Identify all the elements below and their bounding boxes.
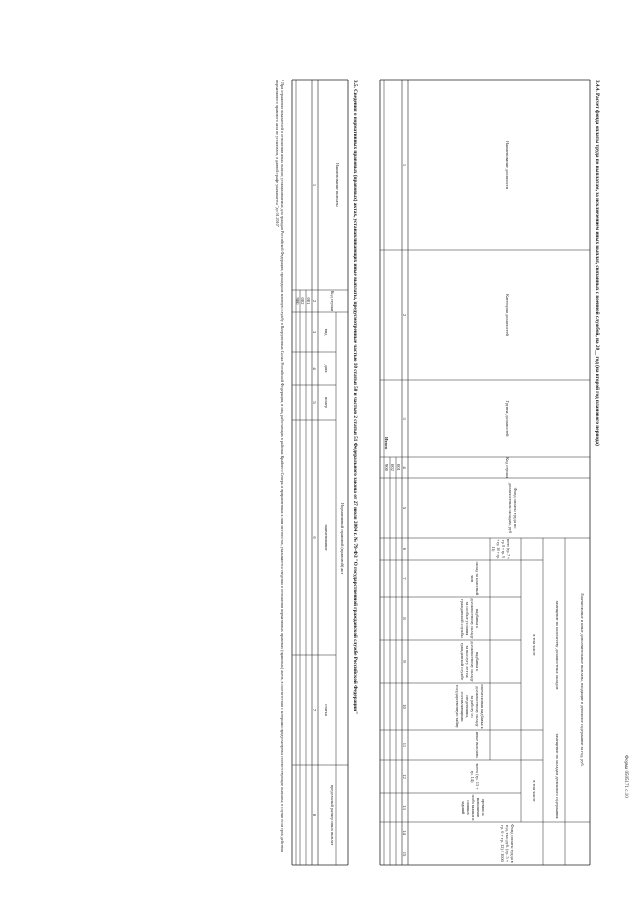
col-number-35: 8: [312, 813, 317, 817]
header-max-amount: предельный размер иных выплат: [330, 784, 335, 846]
header-including-posts: замещение по окладам денежного содержания: [555, 733, 560, 819]
col-number-35: 7: [312, 708, 317, 712]
col-number: 9: [402, 660, 407, 663]
header-position-name: Наименование должности: [505, 141, 510, 189]
col-number-35: 2: [312, 299, 317, 303]
col-number: 1: [402, 163, 407, 167]
section-35-title: 3.5. Сведения о нормативных правовых (правовых) актах, устанавливающих иные выплаты, предусмотренные частью 10 статьи 50 и частью 2 статьи 51 Федерального закона от 27 июля 2004 г. № 79-ФЗ "О государственной гражданской службе Российской Федерации": [352, 80, 358, 715]
col-number: 14: [402, 830, 407, 835]
col-number: 7: [402, 577, 407, 580]
header-naming: наименование: [324, 524, 329, 551]
header-position-group: Группа должностей: [505, 400, 510, 437]
col-number-35: 5: [312, 401, 317, 404]
col-number-35: 4: [312, 367, 317, 370]
line-code-900: 900: [384, 464, 389, 471]
header-secret-premium: ежемесячная надбавка к должностному окладу за работу со сведениями, составляющими государственную тайну: [455, 684, 485, 729]
total-label: Итого: [384, 437, 389, 450]
header-line-code: Код строки: [505, 457, 510, 478]
section-344-title: 3.4.4. Расчет фонда оплаты труда по выплатам, за исключением иных выплат, связанных с военной службой, на 20__ год (на второй год планового периода): [594, 80, 600, 446]
header-date: дата: [324, 364, 329, 373]
line-code-35-002: 002: [300, 297, 305, 305]
line-code-35-001: 001: [306, 297, 311, 305]
col-number: 11: [402, 742, 407, 748]
header-position-category: Категория должностей: [505, 294, 510, 336]
header-in-that-number: в том числе: [532, 634, 537, 656]
header-payment-name: Наименование выплаты: [335, 163, 340, 207]
header-number: номер: [324, 396, 329, 409]
header-kind: вид: [324, 328, 329, 336]
col-number: 13: [402, 805, 407, 810]
form-code: Форма 0505171 с.10: [623, 755, 628, 798]
col-number: 12: [402, 774, 407, 779]
col-number-35: 6: [312, 536, 317, 539]
header-fund-by-salary: Фонд оплаты труда по должностным окладам, руб: [508, 482, 518, 534]
col-number-35: 1: [312, 183, 317, 187]
header-excluding-posts: замещение по количеству должностных окладов: [555, 600, 560, 690]
header-class-rank-salary: оклад за классный чин: [470, 561, 480, 596]
header-total-2: всего (гр. 13 + гр. 14): [470, 763, 480, 790]
col-number: 4: [402, 466, 407, 469]
header-line-code-35: Код строки: [330, 290, 335, 312]
line-code-001: 001: [396, 464, 401, 471]
header-fund-total: Фонд оплаты труда в год, тыс.руб. (гр. 5 + гр. 6 + гр. 12) / 1000: [500, 824, 515, 863]
col-number: 8: [402, 617, 407, 620]
col-number: 10: [402, 704, 407, 709]
col-number-35: 3: [312, 330, 317, 334]
line-code-35-900: 900: [295, 297, 300, 305]
col-number: 15: [402, 851, 407, 857]
header-long-service: надбавка к должностному окладу за выслугу лет на гражданской службе: [460, 641, 480, 682]
header-additional-payments: Ежемесячные и иные дополнительные выплаты, входящие в денежное содержание за год, руб.: [580, 593, 585, 767]
col-number: 6: [402, 547, 407, 551]
header-special-conditions: надбавка к должностному окладу за особые условия гражданской службы: [460, 598, 480, 639]
header-other-payments: иные выплаты: [475, 731, 480, 759]
col-number: 2: [402, 313, 407, 317]
col-number: 5: [402, 506, 407, 510]
header-act-group: Нормативный правовой (правовой) акт: [340, 502, 345, 575]
footnote: ¹ При отражении показателей в отношении иных выплат, устанавливаемых для граждан Российской Федерации, прошедших военную службу в Вооруженных Силах Российской Федерации, и лиц, работающих в районах Крайнего Севера и приравненных к ним местностях, указываются сведения в отношении нормативных правовых (правовых) актов, в соответствии с которыми предусмотрены соответствующие выплаты; в случае если срок действия нормативного правового акта не установлен, в данной графе указывается "до 01.2010": [275, 80, 285, 853]
line-code-002: 002: [390, 464, 395, 471]
header-total-sum: всего (гр. 7 + гр. 8 + гр. 9 + гр. 10 + гр. 11): [491, 539, 510, 559]
header-premium-task: премии за выполнение особо важных и сложных заданий: [461, 794, 485, 821]
col-number: 3: [402, 417, 407, 420]
header-article: статья: [324, 704, 329, 716]
header-in-that-number-2: в том числе: [532, 780, 537, 802]
